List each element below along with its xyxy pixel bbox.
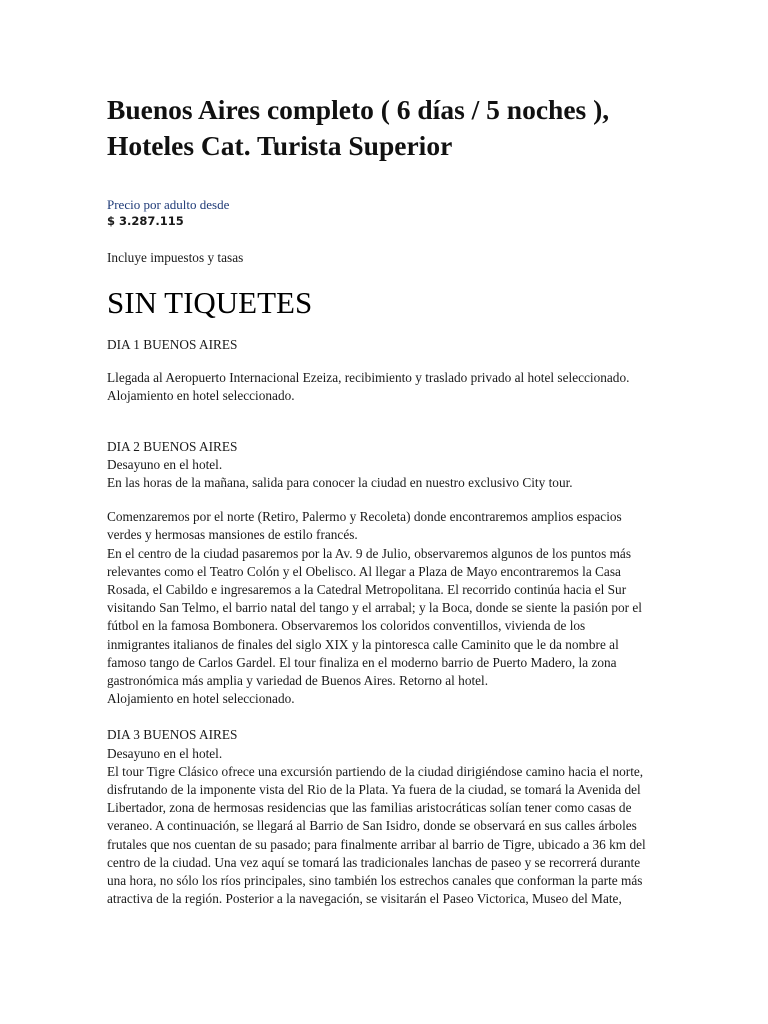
day3-heading: DIA 3 BUENOS AIRES <box>107 727 238 743</box>
day2-center: En el centro de la ciudad pasaremos por la Av. 9 de Julio, observaremos algunos de los puntos más relevantes como el Teatro Colón y el Obelisco. Al llegar a Plaza de Mayo encontraremos la Casa Rosada, el Cabildo e ingresaremos a la Catedral Metropolitana. El recorrido continúa hacia el Sur visitando San Telmo, el barrio natal del tango y el arrabal; y la Boca, donde se siente la pasión por el fútbol en la famosa Bombonera. Observaremos los coloridos conventillos, vivienda de los inmigrantes italianos de finales del siglo XIX y la pintoresca calle Caminito que le da nombre al famoso tango de Carlos Gardel. El tour finaliza en el moderno barrio de Puerto Madero, la zona gastronómica más amplia y variedad de Buenos Aires. Retorno al hotel. <box>107 545 642 689</box>
day2-lodging: Alojamiento en hotel seleccionado. <box>107 691 295 707</box>
day3-body: El tour Tigre Clásico ofrece una excursión partiendo de la ciudad dirigiéndose camino hacia el norte, disfrutando de la imponente vista del Rio de la Plata. Ya fuera de la ciudad, se tomará la Avenida del Libertador, zona de hermosas residencias que las familias aristocráticas solían tener como casas de veraneo. A continuación, se llegará al Barrio de San Isidro, donde se observará en sus calles árboles frutales que nos cuentan de su pasado; para finalmente arribar al barrio de Tigre, ubicado a 36 km del centro de la ciudad. Una vez aquí se tomará las tradicionales lanchas de paseo y se recorrerá durante una hora, no sólo los ríos principales, sino también los estrechos canales que conforman la parte más atractiva de la región. Posterior a la navegación, se visitarán el Paseo Victorica, Museo del Mate, <box>107 763 646 907</box>
day1-heading: DIA 1 BUENOS AIRES <box>107 337 238 352</box>
day2-section <box>107 438 647 709</box>
document-page <box>107 92 647 908</box>
day1-body: Llegada al Aeropuerto Internacional Ezeiza, recibimiento y traslado privado al hotel seleccionado. Alojamiento en hotel seleccionado. <box>107 370 630 404</box>
day2-breakfast: Desayuno en el hotel. <box>107 456 223 472</box>
day2-heading: DIA 2 BUENOS AIRES <box>107 438 238 454</box>
day3-section <box>107 726 647 908</box>
day2-intro: En las horas de la mañana, salida para conocer la ciudad en nuestro exclusivo City tour. <box>107 475 573 491</box>
section-title: SIN TIQUETES <box>107 285 313 320</box>
taxes-note: Incluye impuestos y tasas <box>107 250 244 265</box>
day2-north: Comenzaremos por el norte (Retiro, Palermo y Recoleta) donde encontraremos amplios espacios verdes y hermosas mansiones de estilo francés. <box>107 509 622 543</box>
day3-breakfast: Desayuno en el hotel. <box>107 745 223 761</box>
price-label: Precio por adulto desde <box>107 197 230 212</box>
price-value: $ 3.287.115 <box>107 214 184 228</box>
page-title: Buenos Aires completo ( 6 días / 5 noches ), Hoteles Cat. Turista Superior <box>107 94 610 161</box>
